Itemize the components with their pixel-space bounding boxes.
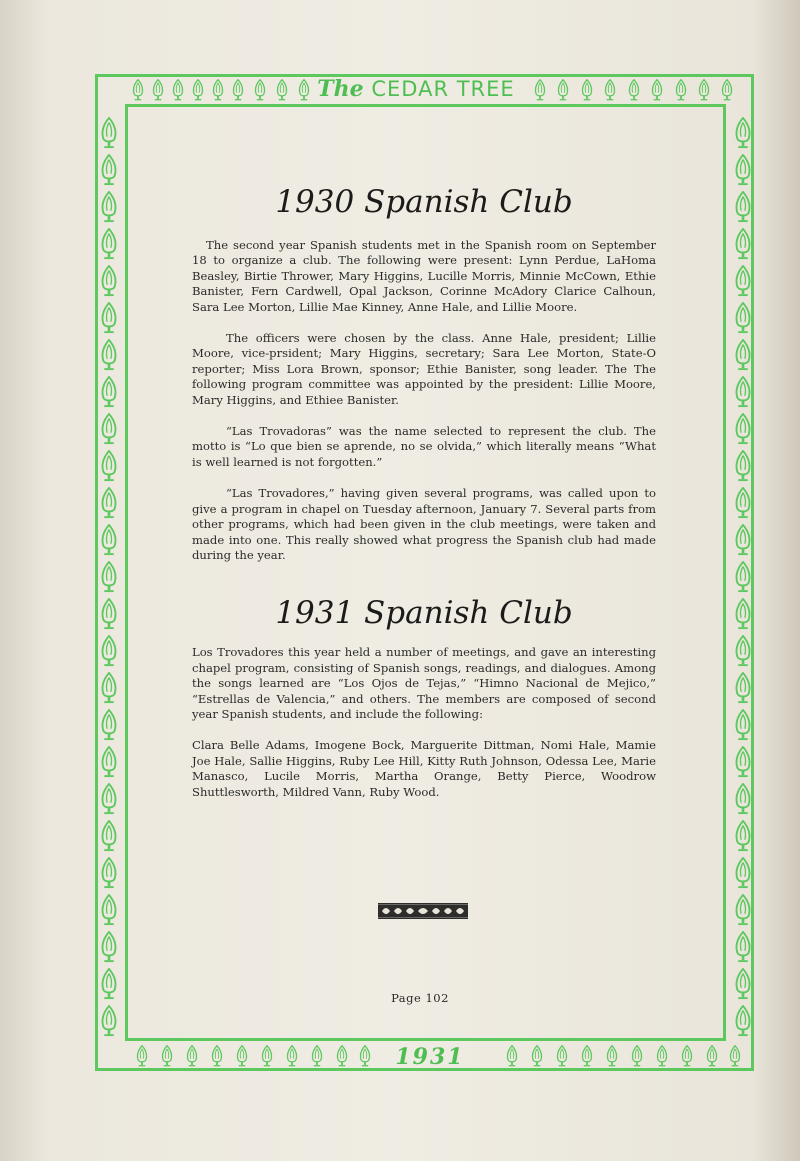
heading-1930-spanish-club: 1930 Spanish Club bbox=[275, 184, 573, 220]
cedar-tree-icon bbox=[733, 191, 753, 223]
cedar-tree-icon bbox=[285, 1045, 299, 1067]
cedar-tree-icon bbox=[705, 1045, 719, 1067]
cedar-tree-icon bbox=[627, 79, 641, 101]
cedar-tree-icon bbox=[605, 1045, 619, 1067]
cedar-tree-icon bbox=[99, 154, 119, 186]
header-title bbox=[310, 76, 522, 102]
cedar-tree-icon bbox=[310, 1045, 324, 1067]
cedar-tree-icon bbox=[733, 931, 753, 963]
cedar-tree-icon bbox=[191, 79, 205, 101]
cedar-tree-icon bbox=[697, 79, 711, 101]
cedar-tree-icon bbox=[99, 487, 119, 519]
paragraph-1931-activities: Los Trovadores this year held a number of meetings, and gave an interesting chapel program, consisting of Spanish songs, readings, and dialogues. Among the songs learned are “Los Ojos de Tejas,” “Himno Nacional de Mejico,” “Estrellas de Valencia,” and others. The members are composed of second year Spanish students, and include the following: bbox=[192, 645, 656, 721]
cedar-tree-icon bbox=[99, 1005, 119, 1037]
cedar-tree-icon bbox=[99, 894, 119, 926]
cedar-tree-icon bbox=[151, 79, 165, 101]
cedar-tree-icon bbox=[99, 931, 119, 963]
paragraph-1930-programs: “Las Trovadores,” having given several programs, was called upon to give a program in chapel on Tuesday afternoon, January 7. Several parts from other programs, which had been given in the club meetings, were taken and made into one. This really showed what progress the Spanish club had made during the year. bbox=[192, 486, 656, 562]
cedar-tree-icon bbox=[99, 265, 119, 297]
cedar-tree-icon bbox=[211, 79, 225, 101]
cedar-tree-icon bbox=[733, 302, 753, 334]
cedar-tree-icon bbox=[99, 968, 119, 1000]
cedar-tree-icon bbox=[99, 561, 119, 593]
header-cedar-tree: CEDAR TREE bbox=[371, 77, 515, 101]
cedar-tree-icon bbox=[99, 302, 119, 334]
cedar-tree-icon bbox=[733, 709, 753, 741]
cedar-tree-icon bbox=[733, 1005, 753, 1037]
cedar-tree-icon bbox=[733, 376, 753, 408]
cedar-tree-icon bbox=[275, 79, 289, 101]
cedar-tree-icon bbox=[655, 1045, 669, 1067]
cedar-tree-icon bbox=[603, 79, 617, 101]
cedar-tree-icon bbox=[99, 820, 119, 852]
cedar-tree-icon bbox=[99, 117, 119, 149]
cedar-tree-icon bbox=[99, 857, 119, 889]
cedar-tree-icon bbox=[733, 228, 753, 260]
cedar-tree-icon bbox=[630, 1045, 644, 1067]
cedar-tree-icon bbox=[297, 79, 311, 101]
cedar-tree-icon bbox=[99, 783, 119, 815]
cedar-tree-icon bbox=[733, 894, 753, 926]
header-the: The bbox=[317, 76, 364, 102]
cedar-tree-icon bbox=[733, 746, 753, 778]
cedar-tree-icon bbox=[358, 1045, 372, 1067]
cedar-tree-icon bbox=[171, 79, 185, 101]
cedar-tree-icon bbox=[733, 968, 753, 1000]
cedar-tree-icon bbox=[99, 524, 119, 556]
cedar-tree-icon bbox=[99, 598, 119, 630]
paragraph-1930-officers: The officers were chosen by the class. Anne Hale, president; Lillie Moore, vice-prsident; Mary Higgins, secretary; Sara Lee Morton, State-O reporter; Miss Lora Brown, sponsor; Ethie Banister, song leader. The The following program committee was appointed by the president: Lillie Moore, Mary Higgins, and Ethiee Banister. bbox=[192, 331, 656, 407]
cedar-tree-icon bbox=[505, 1045, 519, 1067]
cedar-tree-icon bbox=[733, 154, 753, 186]
cedar-tree-icon bbox=[680, 1045, 694, 1067]
cedar-tree-icon bbox=[733, 783, 753, 815]
page-number: Page 102 bbox=[391, 991, 449, 1005]
cedar-tree-icon bbox=[131, 79, 145, 101]
cedar-tree-icon bbox=[99, 413, 119, 445]
heading-1931-spanish-club: 1931 Spanish Club bbox=[275, 595, 573, 632]
cedar-tree-icon bbox=[99, 450, 119, 482]
cedar-tree-icon bbox=[99, 709, 119, 741]
cedar-tree-icon bbox=[185, 1045, 199, 1067]
cedar-tree-icon bbox=[580, 1045, 594, 1067]
cedar-tree-icon bbox=[99, 228, 119, 260]
cedar-tree-icon bbox=[99, 635, 119, 667]
paragraph-1931-members: Clara Belle Adams, Imogene Bock, Marguerite Dittman, Nomi Hale, Mamie Joe Hale, Sallie Higgins, Ruby Lee Hill, Kitty Ruth Johnson, Odessa Lee, Marie Manasco, Lucile Morris, Martha Orange, Betty Pierce, Woodrow Shuttlesworth, Mildred Vann, Ruby Wood. bbox=[192, 738, 656, 799]
cedar-tree-icon bbox=[733, 413, 753, 445]
page-content bbox=[192, 180, 656, 816]
cedar-tree-icon bbox=[733, 598, 753, 630]
cedar-tree-icon bbox=[733, 117, 753, 149]
cedar-tree-icon bbox=[160, 1045, 174, 1067]
cedar-tree-icon bbox=[733, 265, 753, 297]
cedar-tree-icon bbox=[99, 376, 119, 408]
cedar-tree-icon bbox=[733, 820, 753, 852]
cedar-tree-icon bbox=[533, 79, 547, 101]
cedar-tree-icon bbox=[720, 79, 734, 101]
cedar-tree-icon bbox=[530, 1045, 544, 1067]
paragraph-1930-members: The second year Spanish students met in the Spanish room on September 18 to organize a club. The following were present: Lynn Perdue, LaHoma Beasley, Birtie Thrower, Mary Higgins, Lucille Morris, Minnie McCown, Ethie Banister, Fern Cardwell, Opal Jackson, Corinne McAdory Clarice Calhoun, Sara Lee Morton, Lillie Mae Kinney, Anne Hale, and Lillie Moore. bbox=[192, 238, 656, 314]
cedar-tree-icon bbox=[99, 672, 119, 704]
cedar-tree-icon bbox=[728, 1045, 742, 1067]
cedar-tree-icon bbox=[733, 339, 753, 371]
cedar-tree-icon bbox=[733, 524, 753, 556]
cedar-tree-icon bbox=[650, 79, 664, 101]
cedar-tree-icon bbox=[335, 1045, 349, 1067]
cedar-tree-icon bbox=[580, 79, 594, 101]
cedar-tree-icon bbox=[253, 79, 267, 101]
cedar-tree-icon bbox=[674, 79, 688, 101]
cedar-tree-icon bbox=[99, 339, 119, 371]
cedar-tree-icon bbox=[733, 561, 753, 593]
footer-year: 1931 bbox=[395, 1044, 465, 1070]
cedar-tree-icon bbox=[555, 1045, 569, 1067]
cedar-tree-icon bbox=[235, 1045, 249, 1067]
paragraph-1930-motto: “Las Trovadoras” was the name selected to represent the club. The motto is “Lo que bien se aprende, no se olvida,” which literally means “What is well learned is not forgotten.” bbox=[192, 424, 656, 469]
cedar-tree-icon bbox=[733, 857, 753, 889]
cedar-tree-icon bbox=[556, 79, 570, 101]
cedar-tree-icon bbox=[210, 1045, 224, 1067]
cedar-tree-icon bbox=[733, 635, 753, 667]
cedar-tree-icon bbox=[99, 191, 119, 223]
cedar-tree-icon bbox=[99, 746, 119, 778]
ornament-divider-icon bbox=[378, 903, 468, 919]
cedar-tree-icon bbox=[231, 79, 245, 101]
cedar-tree-icon bbox=[733, 672, 753, 704]
cedar-tree-icon bbox=[733, 487, 753, 519]
cedar-tree-icon bbox=[733, 450, 753, 482]
cedar-tree-icon bbox=[135, 1045, 149, 1067]
cedar-tree-icon bbox=[260, 1045, 274, 1067]
